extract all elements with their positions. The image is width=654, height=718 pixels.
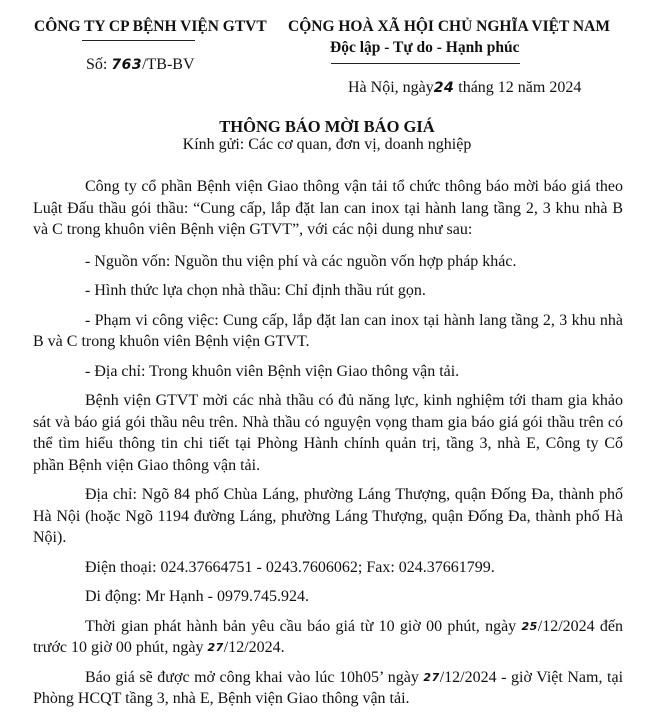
document-number [86, 56, 195, 74]
motto-underline [331, 63, 520, 64]
issue-date [348, 79, 581, 97]
opening-text-b: /12/2024 - giờ Việt Nam, tại Phòng HCQT tầng 3, nhà E, Bệnh viện Giao thông vận tải. [33, 668, 624, 707]
release-text-a: Thời gian phát hành bản yêu cầu báo giá từ 10 giờ 00 phút, ngày [85, 617, 517, 635]
release-text-b: /12/2024 đến trước 10 giờ 00 phút, ngày [33, 617, 624, 656]
opening-paragraph [33, 667, 623, 710]
handwritten-day: 24 [433, 80, 455, 96]
number-suffix: /TB-BV [142, 56, 195, 73]
location-item: - Địa chỉ: Trong khuôn viên Bệnh viện Giao thông vận tải. [85, 362, 460, 380]
national-motto: Độc lập - Tự do - Hạnh phúc [330, 39, 520, 56]
date-prefix: Hà Nội, ngày [348, 79, 434, 96]
release-time-paragraph [33, 616, 623, 659]
mobile-line: Di động: Mr Hạnh - 0979.745.924. [85, 588, 309, 605]
address-paragraph: Địa chỉ: Ngõ 84 phố Chùa Láng, phường Láng Thượng, quận Đống Đa, thành phố Hà Nội (hoặc Ngõ 1194 đường Láng, phường Láng Thượng, quận Đống Đa, thành phố Hà Nội). [33, 486, 623, 546]
recipients-line: Kính gửi: Các cơ quan, đơn vị, doanh nghiệp [182, 136, 472, 153]
scope-item: - Phạm vi công việc: Cung cấp, lắp đặt lan can inox tại hành lang tầng 2, 3 khu nhà B và C trong khuôn viên Bệnh viện GTVT. [33, 311, 623, 350]
number-prefix: Số: [86, 56, 108, 73]
document-title: THÔNG BÁO MỜI BÁO GIÁ [219, 117, 435, 136]
company-name: CÔNG TY CP BỆNH VIỆN GTVT [34, 18, 267, 35]
intro-paragraph: Công ty cổ phần Bệnh viện Giao thông vận tải tổ chức thông báo mời báo giá theo Luật Đấu thầu gói thầu: “Cung cấp, lắp đặt lan can inox tại hành lang tầng 2, 3 khu nhà B và C trong khuôn viên Bệnh viện GTVT”, với các nội dung như sau: [33, 178, 623, 238]
national-header: CỘNG HOÀ XÃ HỘI CHỦ NGHĨA VIỆT NAM [288, 18, 610, 35]
document-body [33, 176, 623, 718]
date-suffix: tháng 12 năm 2024 [458, 79, 582, 96]
invitation-paragraph: Bệnh viện GTVT mời các nhà thầu có đủ năng lực, kinh nghiệm tới tham gia khảo sát và báo giá gói thầu nêu trên. Nhà thầu có nguyện vọng tham gia báo giá gói thầu trên có thể tìm hiểu thông tin chi tiết tại Phòng Hành chính quản trị, tầng 3, nhà E, Công ty Cổ phần Bệnh viện Giao thông vận tải. [33, 392, 623, 474]
handwritten-release-day: 25 [521, 619, 538, 633]
opening-text-a: Báo giá sẽ được mở công khai vào lúc 10h05’ ngày [85, 668, 419, 686]
handwritten-number: 763 [111, 57, 143, 73]
phone-line: Điện thoại: 024.37664751 - 0243.7606062; Fax: 024.37661799. [85, 558, 495, 576]
release-text-c: /12/2024. [223, 639, 285, 656]
handwritten-opening-day: 27 [423, 670, 440, 684]
selection-item: - Hình thức lựa chọn nhà thầu: Chỉ định thầu rút gọn. [85, 282, 426, 299]
company-underline [82, 40, 195, 41]
handwritten-deadline-day: 27 [207, 641, 224, 654]
funding-item: - Nguồn vốn: Nguồn thu viện phí và các nguồn vốn hợp pháp khác. [85, 252, 517, 270]
